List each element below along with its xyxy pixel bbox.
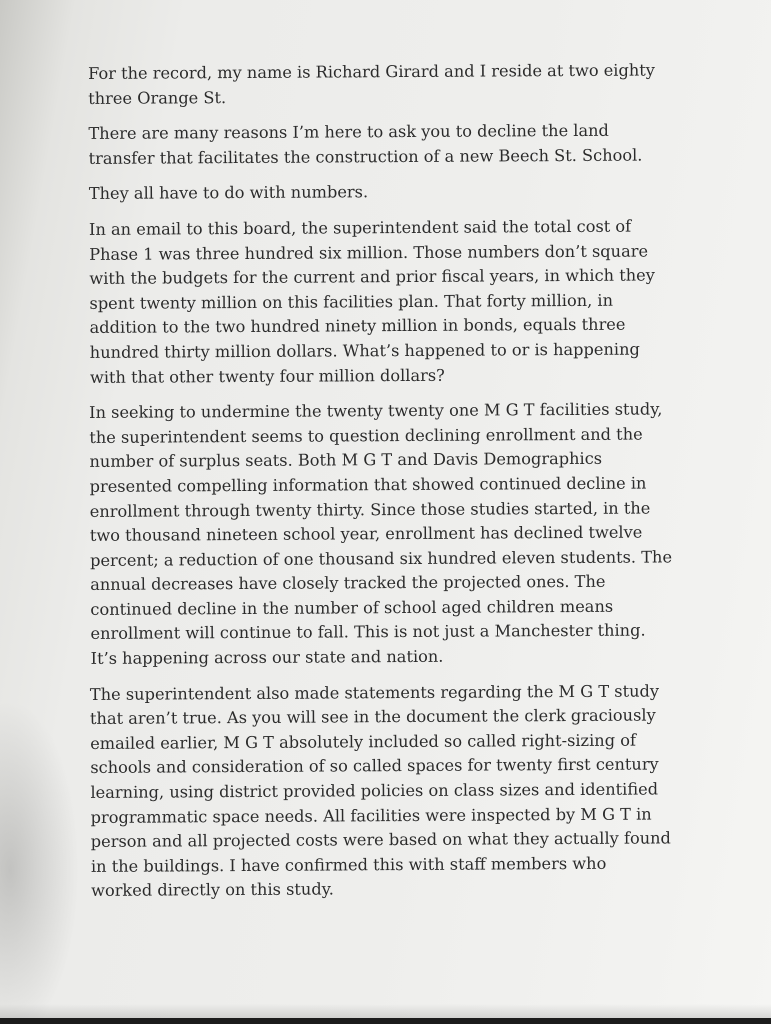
hand-shadow: [0, 700, 80, 1024]
text-line: person and all projected costs were based on what they actually found: [90, 828, 671, 852]
paragraph-budget: [89, 214, 720, 390]
paragraph-request: [88, 118, 718, 171]
text-line: with the budgets for the current and prior fiscal years, in which they: [89, 265, 655, 289]
text-line: worked directly on this study.: [91, 879, 334, 901]
text-line: continued decline in the number of school aged children means: [90, 596, 614, 619]
text-line: It’s happening across our state and nation.: [90, 646, 444, 668]
text-line: For the record, my name is Richard Girard and I reside at two eighty: [88, 60, 655, 83]
text-line: in the buildings. I have confirmed this with staff members who: [90, 853, 607, 876]
text-line: In seeking to undermine the twenty twenty one M G T facilities study,: [89, 399, 663, 423]
text-line: learning, using district provided policies on class sizes and identified: [90, 779, 659, 802]
text-line: schools and consideration of so called spaces for twenty first century: [90, 754, 659, 778]
text-line: enrollment will continue to fall. This is not just a Manchester thing.: [90, 621, 646, 644]
text-line: percent; a reduction of one thousand six hundred eleven students. The: [89, 547, 673, 570]
text-line: Phase 1 was three hundred six million. Those numbers don’t square: [89, 241, 649, 264]
text-line: emailed earlier, M G T absolutely included so called right-sizing of: [90, 730, 636, 753]
text-line: The superintendent also made statements regarding the M G T study: [89, 681, 660, 704]
paragraph-numbers: [89, 178, 719, 206]
text-line: three Orange St.: [88, 87, 227, 108]
document-page: [78, 58, 723, 915]
text-line: transfer that facilitates the construction of a new Beech St. School.: [88, 145, 643, 168]
text-line: presented compelling information that showed continued decline in: [89, 473, 647, 496]
text-line: hundred thirty million dollars. What’s happened to or is happening: [89, 339, 640, 362]
text-line: annual decreases have closely tracked the projected ones. The: [90, 572, 606, 595]
text-line: programmatic space needs. All facilities were inspected by M G T in: [90, 804, 652, 827]
paragraph-mgt-study: [90, 679, 723, 904]
text-line: They all have to do with numbers.: [88, 182, 369, 204]
text-line: two thousand nineteen school year, enrollment has declined twelve: [89, 522, 643, 546]
paragraph-enrollment: [89, 397, 722, 671]
page-bottom-edge: [0, 1018, 771, 1024]
text-line: spent twenty million on this facilities plan. That forty million, in: [89, 290, 614, 313]
text-line: There are many reasons I’m here to ask you to decline the land: [88, 120, 609, 144]
text-line: number of surplus seats. Both M G T and Davis Demographics: [89, 449, 603, 472]
page-bottom-shadow: [0, 1004, 771, 1018]
text-line: In an email to this board, the superintendent said the total cost of: [88, 216, 632, 239]
text-line: with that other twenty four million dollars?: [89, 365, 445, 387]
text-line: that aren’t true. As you will see in the document the clerk graciously: [89, 705, 656, 729]
paragraph-introduction: [88, 58, 718, 111]
text-line: addition to the two hundred ninety million in bonds, equals three: [89, 315, 626, 338]
text-line: the superintendent seems to question declining enrollment and the: [89, 424, 643, 447]
text-line: enrollment through twenty thirty. Since those studies started, in the: [89, 498, 651, 521]
